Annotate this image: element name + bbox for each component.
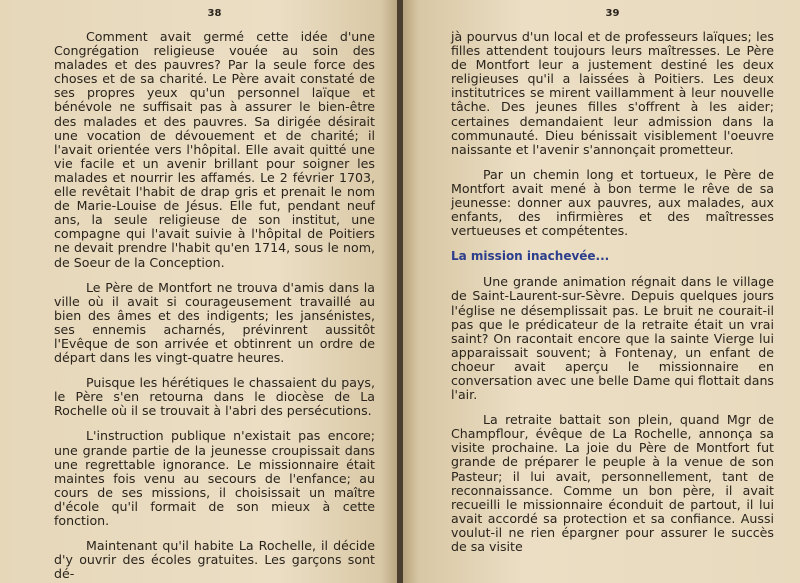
paragraph: L'instruction publique n'existait pas encore; une grande partie de la jeunesse croupissait dans une regrettable ignorance. Le missionnaire était maintes fois venu au secours de l'enfance; au cours de ses missions, il choisissait un maître d'école qu'il formait de son mieux à cette fonction.: [54, 428, 375, 528]
paragraph: Maintenant qu'il habite La Rochelle, il décide d'y ouvrir des écoles gratuites. Les garçons sont dé-: [54, 538, 375, 582]
paragraph: Le Père de Montfort ne trouva d'amis dans la ville où il avait si courageusement travaillé au bien des âmes et des indigents; les jansénistes, ses ennemis acharnés, prévinrent aussitôt l'Evêque de son arrivée et obtinrent un ordre de départ dans les vingt-quatre heures.: [54, 279, 375, 366]
paragraph: Une grande animation régnait dans le village de Saint-Laurent-sur-Sèvre. Depuis quelques jours l'église ne désemplissait pas. Le bruit ne courait-il pas que le prédicateur de la retraite était un vrai saint? On racontait encore que la sainte Vierge lui apparaissait souvent; à Fontenay, un enfant de choeur avait aperçu le missionnaire en conversation avec une belle Dame qui flottait dans l'air.: [451, 274, 774, 403]
paragraph: La retraite battait son plein, quand Mgr de Champflour, évêque de La Rochelle, annonça sa visite prochaine. La joie du Père de Montfort fut grande de préparer le peuple à la venue de son Pasteur; il lui avait, personnellement, tant de reconnaissance. Comme un bon père, il avait recueilli le missionnaire éconduit de partout, il lui avait accordé sa protection et sa confiance. Aussi voulut-il ne rien épargner pour assurer le succès de sa visite: [451, 412, 774, 554]
paragraph: jà pourvus d'un local et de professeurs laïques; les filles attendent toujours leurs maîtresses. Le Père de Montfort leur a justement destiné les deux religieuses qu'il a laissées à Poitiers. Les deux institutrices se mirent vaillamment à leur nouvelle tâche. Des jeunes filles s'offrent à les aider; certaines demandaient leur admission dans la communauté. Dieu bénissait visiblement l'oeuvre naissante et l'avenir s'annonçait prometteur.: [451, 29, 774, 157]
page-number: 38: [207, 8, 222, 19]
section-title: La mission inachevée...: [451, 249, 610, 264]
page-number: 39: [605, 8, 620, 19]
right-page: [403, 0, 800, 583]
paragraph: Par un chemin long et tortueux, le Père de Montfort avait mené à bon terme le rêve de sa jeunesse: donner aux pauvres, aux malades, aux enfants, des infirmières et des maîtresses vertueuses et compétentes.: [451, 166, 774, 239]
left-page: [0, 0, 397, 583]
paragraph: Comment avait germé cette idée d'une Congrégation religieuse vouée au soin des malades et des pauvres? Par la seule force des choses et de sa charité. Le Père avait constaté de ses propres yeux qu'un personnel laïque et bénévole ne suffisait pas à assurer le bien-être des malades et des pauvres. Sa dirigée désirait une vocation de dévouement et de charité; il l'avait orientée vers l'hôpital. Elle avait quitté une vie facile et un avenir brillant pour soigner les malades et nourrir les affamés. Le 2 février 1703, elle revêtait l'habit de drap gris et prenait le nom de Marie-Louise de Jésus. Elle fut, pendant neuf ans, la seule religieuse de son institut, une compagne qui l'avait suivie à l'hôpital de Poitiers ne devait prendre l'habit qu'en 1714, sous le nom, de Soeur de la Conception.: [54, 29, 375, 270]
paragraph: Puisque les hérétiques le chassaient du pays, le Père s'en retourna dans le diocèse de La Rochelle où il se trouvait à l'abri des persécutions.: [54, 375, 375, 419]
